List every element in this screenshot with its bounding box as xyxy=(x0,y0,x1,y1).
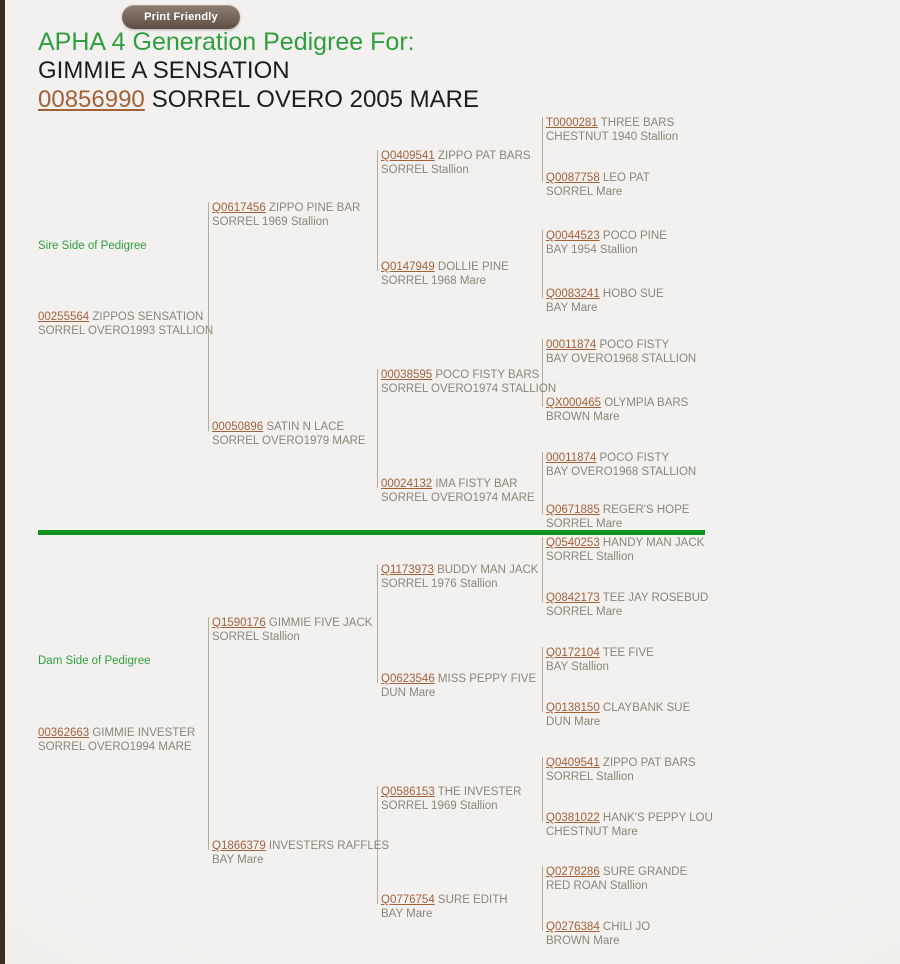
horse-name: GIMMIE INVESTER xyxy=(89,727,196,739)
horse-name: REGER'S HOPE xyxy=(599,504,690,516)
pedigree-entry xyxy=(381,894,508,921)
horse-name: POCO FISTY xyxy=(596,452,670,464)
pedigree-entry xyxy=(38,311,213,338)
horse-name: HANK'S PEPPY LOU xyxy=(599,812,713,824)
horse-info: BAY Stallion xyxy=(546,660,609,673)
horse-info: BROWN Mare xyxy=(546,934,620,947)
horse-info: BAY OVERO1968 STALLION xyxy=(546,465,697,478)
horse-id-link[interactable]: Q0623546 xyxy=(381,673,435,685)
horse-name: OLYMPIA BARS xyxy=(601,397,689,409)
horse-id-link[interactable]: 00024132 xyxy=(381,478,433,490)
horse-id-link[interactable]: Q1866379 xyxy=(212,840,266,852)
horse-id-link[interactable]: Q0087758 xyxy=(546,172,600,184)
horse-id-link[interactable]: Q0586153 xyxy=(381,786,435,798)
horse-id-link[interactable]: 00011874 xyxy=(546,452,597,464)
pedigree-entry xyxy=(381,261,509,288)
connector-line xyxy=(542,452,543,514)
pedigree-entry xyxy=(212,840,389,867)
horse-id-link[interactable]: Q0138150 xyxy=(546,702,600,714)
horse-id-link[interactable]: 00011874 xyxy=(546,339,597,351)
horse-name: ZIPPO PAT BARS xyxy=(599,757,696,769)
horse-info: SORREL Mare xyxy=(546,185,623,198)
horse-name: TEE FIVE xyxy=(599,647,654,659)
pedigree-entry xyxy=(546,812,713,839)
horse-id-link[interactable]: Q0381022 xyxy=(546,812,600,824)
horse-info: SORREL Stallion xyxy=(212,630,300,643)
horse-name: MISS PEPPY FIVE xyxy=(434,673,537,685)
horse-name: SATIN N LACE xyxy=(263,421,345,433)
pedigree-entry xyxy=(546,647,654,674)
pedigree-entry xyxy=(546,452,696,479)
horse-name: GIMMIE FIVE JACK xyxy=(265,617,373,629)
horse-info: SORREL OVERO1993 STALLION xyxy=(38,324,214,337)
horse-name: INVESTERS RAFFLES xyxy=(265,840,390,852)
horse-id-link[interactable]: Q0671885 xyxy=(546,504,600,516)
dam-side-label: Dam Side of Pedigree xyxy=(38,655,151,667)
horse-id-link[interactable]: Q0276384 xyxy=(546,921,600,933)
left-edge-border xyxy=(0,0,5,964)
horse-id-link[interactable]: Q0278286 xyxy=(546,866,600,878)
horse-id-link[interactable]: Q0842173 xyxy=(546,592,600,604)
horse-name: POCO PINE xyxy=(599,230,667,242)
horse-name: ZIPPO PINE BAR xyxy=(265,202,361,214)
horse-id-link[interactable]: Q0617456 xyxy=(212,202,266,214)
horse-name: DOLLIE PINE xyxy=(434,261,509,273)
pedigree-entry xyxy=(546,504,689,531)
horse-name: IMA FISTY BAR xyxy=(432,478,518,490)
print-friendly-button[interactable]: Print Friendly xyxy=(122,5,240,29)
horse-info: SORREL 1976 Stallion xyxy=(381,577,498,590)
horse-info: BAY Mare xyxy=(381,907,433,920)
horse-info: SORREL Mare xyxy=(546,517,623,530)
horse-id-link[interactable]: 00255564 xyxy=(38,311,90,323)
pedigree-entry xyxy=(38,727,195,754)
horse-name: THREE BARS xyxy=(597,117,675,129)
horse-info: BAY Mare xyxy=(212,853,264,866)
horse-name: TEE JAY ROSEBUD xyxy=(599,592,709,604)
pedigree-entry xyxy=(546,230,667,257)
pedigree-entry xyxy=(212,617,372,644)
sire-side-label: Sire Side of Pedigree xyxy=(38,240,147,252)
subject-horse-id-link[interactable]: 00856990 xyxy=(38,86,145,113)
horse-name: HANDY MAN JACK xyxy=(599,537,705,549)
pedigree-entry xyxy=(212,202,360,229)
horse-info: CHESTNUT Mare xyxy=(546,825,638,838)
horse-name: CLAYBANK SUE xyxy=(599,702,691,714)
horse-name: THE INVESTER xyxy=(434,786,522,798)
pedigree-entry xyxy=(381,673,536,700)
connector-line xyxy=(542,647,543,712)
horse-info: SORREL OVERO1994 MARE xyxy=(38,740,192,753)
horse-info: DUN Mare xyxy=(381,686,436,699)
horse-info: SORREL Stallion xyxy=(546,770,634,783)
horse-name: LEO PAT xyxy=(599,172,650,184)
horse-id-link[interactable]: QX000465 xyxy=(546,397,601,409)
pedigree-entry xyxy=(381,786,521,813)
horse-name: ZIPPOS SENSATION xyxy=(89,311,204,323)
horse-name: ZIPPO PAT BARS xyxy=(434,150,531,162)
horse-name: POCO FISTY BARS xyxy=(432,369,540,381)
horse-id-link[interactable]: Q0540253 xyxy=(546,537,600,549)
subject-horse-details: SORREL OVERO 2005 MARE xyxy=(151,86,480,113)
horse-name: POCO FISTY xyxy=(596,339,670,351)
horse-id-link[interactable]: Q0083241 xyxy=(546,288,600,300)
horse-name: SURE GRANDE xyxy=(599,866,688,878)
horse-id-link[interactable]: 00038595 xyxy=(381,369,433,381)
pedigree-entry xyxy=(546,397,688,424)
subject-horse-idline xyxy=(38,86,479,114)
pedigree-entry xyxy=(546,172,650,199)
pedigree-entry xyxy=(381,369,556,396)
pedigree-entry xyxy=(546,288,664,315)
pedigree-entry xyxy=(381,564,538,591)
horse-info: BAY Mare xyxy=(546,301,598,314)
horse-id-link[interactable]: Q0147949 xyxy=(381,261,435,273)
horse-id-link[interactable]: T0000281 xyxy=(546,117,598,129)
subject-horse-name: GIMMIE A SENSATION xyxy=(38,57,290,84)
horse-info: SORREL Stallion xyxy=(381,163,469,176)
pedigree-entry xyxy=(546,537,704,564)
horse-id-link[interactable]: 00362663 xyxy=(38,727,90,739)
horse-name: CHILI JO xyxy=(599,921,651,933)
horse-id-link[interactable]: Q1590176 xyxy=(212,617,266,629)
horse-id-link[interactable]: Q0172104 xyxy=(546,647,600,659)
horse-info: SORREL 1969 Stallion xyxy=(381,799,498,812)
horse-info: SORREL OVERO1979 MARE xyxy=(212,434,366,447)
horse-id-link[interactable]: Q0044523 xyxy=(546,230,600,242)
connector-line xyxy=(377,564,378,683)
connector-line xyxy=(377,369,378,488)
connector-line xyxy=(542,757,543,822)
horse-info: SORREL OVERO1974 STALLION xyxy=(381,382,557,395)
connector-line xyxy=(542,537,543,602)
page-title: APHA 4 Generation Pedigree For: xyxy=(38,28,415,56)
horse-info: DUN Mare xyxy=(546,715,601,728)
horse-id-link[interactable]: Q0409541 xyxy=(381,150,435,162)
pedigree-entry xyxy=(546,339,696,366)
horse-info: RED ROAN Stallion xyxy=(546,879,648,892)
pedigree-entry xyxy=(546,921,650,948)
horse-id-link[interactable]: Q1173973 xyxy=(381,564,434,576)
connector-line xyxy=(542,866,543,931)
connector-line xyxy=(542,117,543,182)
horse-info: SORREL Stallion xyxy=(546,550,634,563)
horse-info: BAY OVERO1968 STALLION xyxy=(546,352,697,365)
horse-info: SORREL 1968 Mare xyxy=(381,274,487,287)
pedigree-entry xyxy=(546,702,690,729)
pedigree-entry xyxy=(546,866,687,893)
horse-info: SORREL OVERO1974 MARE xyxy=(381,491,535,504)
horse-info: BROWN Mare xyxy=(546,410,620,423)
horse-name: SURE EDITH xyxy=(434,894,508,906)
connector-line xyxy=(208,617,209,850)
horse-info: BAY 1954 Stallion xyxy=(546,243,638,256)
pedigree-entry xyxy=(381,478,535,505)
pedigree-entry xyxy=(546,117,678,144)
pedigree-entry xyxy=(546,757,696,784)
pedigree-entry xyxy=(546,592,708,619)
horse-info: SORREL 1969 Stallion xyxy=(212,215,329,228)
pedigree-entry xyxy=(212,421,366,448)
connector-line xyxy=(377,150,378,271)
pedigree-entry xyxy=(381,150,531,177)
horse-info: CHESTNUT 1940 Stallion xyxy=(546,130,679,143)
horse-name: BUDDY MAN JACK xyxy=(433,564,539,576)
horse-id-link[interactable]: Q0409541 xyxy=(546,757,600,769)
horse-info: SORREL Mare xyxy=(546,605,623,618)
horse-id-link[interactable]: Q0776754 xyxy=(381,894,435,906)
horse-id-link[interactable]: 00050896 xyxy=(212,421,264,433)
horse-name: HOBO SUE xyxy=(599,288,664,300)
connector-line xyxy=(542,230,543,298)
